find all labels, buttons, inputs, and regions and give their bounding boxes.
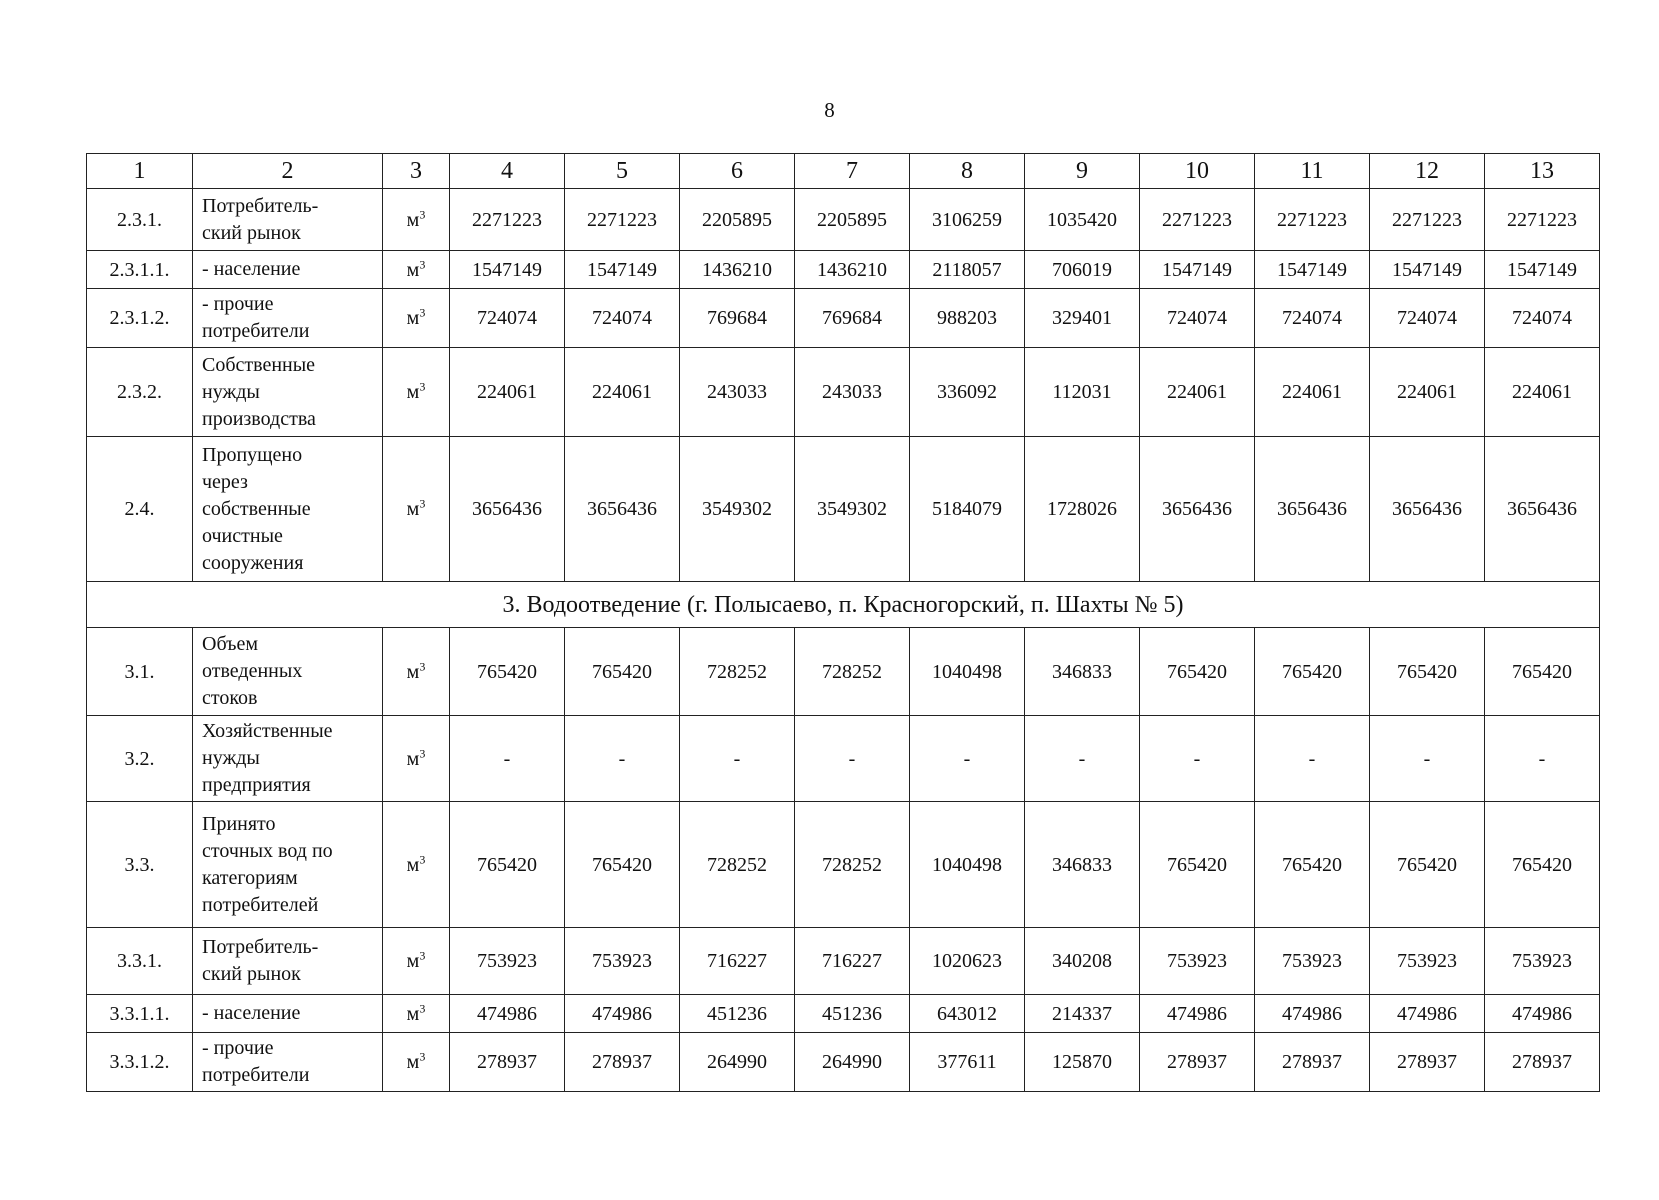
- value-cell: 724074: [1255, 289, 1370, 348]
- unit-superscript: 3: [419, 658, 426, 673]
- value-cell: 474986: [1370, 995, 1485, 1033]
- value-cell: -: [795, 716, 910, 802]
- value-cell: 765420: [450, 628, 565, 716]
- value-cell: 1040498: [910, 802, 1025, 928]
- value-cell: -: [1485, 716, 1600, 802]
- unit-text: м: [406, 747, 420, 770]
- row-number: 2.3.1.2.: [87, 289, 193, 348]
- value-cell: 329401: [1025, 289, 1140, 348]
- value-cell: 2271223: [1140, 189, 1255, 251]
- row-number: 2.3.1.: [87, 189, 193, 251]
- value-cell: 2271223: [565, 189, 680, 251]
- unit-text: м: [406, 208, 420, 231]
- unit-superscript: 3: [419, 948, 426, 963]
- value-cell: 474986: [565, 995, 680, 1033]
- row-name: - прочие потребители: [193, 289, 383, 348]
- unit-text: м: [406, 381, 420, 403]
- unit-cell: [383, 1033, 450, 1092]
- unit-cell: [383, 251, 450, 289]
- unit-text: м: [406, 950, 420, 972]
- unit-cell: [383, 716, 450, 802]
- row-name: Потребитель- ский рынок: [193, 189, 383, 251]
- value-cell: 125870: [1025, 1033, 1140, 1092]
- value-cell: 278937: [565, 1033, 680, 1092]
- value-cell: -: [450, 716, 565, 802]
- value-cell: 3656436: [1255, 437, 1370, 582]
- value-cell: 765420: [1255, 628, 1370, 716]
- table-row: [87, 1033, 1600, 1092]
- value-cell: 3549302: [795, 437, 910, 582]
- value-cell: 264990: [795, 1033, 910, 1092]
- unit-text: м: [406, 1051, 420, 1073]
- value-cell: 1547149: [1140, 251, 1255, 289]
- table-row: [87, 437, 1600, 582]
- unit-cell: [383, 628, 450, 716]
- unit-superscript: 3: [419, 305, 426, 320]
- value-cell: 3549302: [680, 437, 795, 582]
- value-cell: 753923: [1255, 928, 1370, 995]
- row-name: - население: [193, 995, 383, 1033]
- unit-superscript: 3: [419, 496, 426, 511]
- row-number: 3.2.: [87, 716, 193, 802]
- unit-text: м: [406, 307, 420, 329]
- column-header: 12: [1370, 154, 1485, 189]
- value-cell: 474986: [1255, 995, 1370, 1033]
- value-cell: 264990: [680, 1033, 795, 1092]
- value-cell: 706019: [1025, 251, 1140, 289]
- value-cell: 2205895: [795, 189, 910, 251]
- value-cell: 278937: [1140, 1033, 1255, 1092]
- value-cell: -: [1140, 716, 1255, 802]
- value-cell: 224061: [565, 348, 680, 437]
- unit-text: м: [406, 258, 420, 281]
- value-cell: 340208: [1025, 928, 1140, 995]
- row-number: 3.3.: [87, 802, 193, 928]
- value-cell: 1436210: [795, 251, 910, 289]
- value-cell: 224061: [1255, 348, 1370, 437]
- value-cell: -: [1370, 716, 1485, 802]
- value-cell: 765420: [1370, 628, 1485, 716]
- table-row: [87, 716, 1600, 802]
- column-header: 1: [87, 154, 193, 189]
- value-cell: 3656436: [565, 437, 680, 582]
- unit-cell: [383, 802, 450, 928]
- column-header: 7: [795, 154, 910, 189]
- value-cell: 224061: [1140, 348, 1255, 437]
- value-cell: 728252: [680, 628, 795, 716]
- value-cell: 214337: [1025, 995, 1140, 1033]
- row-name: Принято сточных вод по категориям потребителей: [193, 802, 383, 928]
- column-header: 6: [680, 154, 795, 189]
- value-cell: 2271223: [450, 189, 565, 251]
- value-cell: 224061: [450, 348, 565, 437]
- value-cell: 769684: [795, 289, 910, 348]
- data-table: [86, 153, 1600, 1092]
- value-cell: 3656436: [450, 437, 565, 582]
- value-cell: 474986: [1140, 995, 1255, 1033]
- row-name: Объем отведенных стоков: [193, 628, 383, 716]
- table-row: [87, 995, 1600, 1033]
- unit-cell: [383, 348, 450, 437]
- value-cell: -: [910, 716, 1025, 802]
- value-cell: 753923: [450, 928, 565, 995]
- unit-text: м: [406, 498, 420, 520]
- value-cell: 451236: [795, 995, 910, 1033]
- value-cell: 451236: [680, 995, 795, 1033]
- page-number: 8: [824, 98, 835, 122]
- row-name: Собственные нужды производства: [193, 348, 383, 437]
- row-name: Потребитель- ский рынок: [193, 928, 383, 995]
- value-cell: 224061: [1370, 348, 1485, 437]
- row-number: 2.4.: [87, 437, 193, 582]
- value-cell: 278937: [1485, 1033, 1600, 1092]
- row-name: Пропущено через собственные очистные сооружения: [193, 437, 383, 582]
- value-cell: 728252: [680, 802, 795, 928]
- value-cell: 716227: [795, 928, 910, 995]
- header-row: [87, 154, 1600, 189]
- column-header: 9: [1025, 154, 1140, 189]
- value-cell: -: [680, 716, 795, 802]
- column-header: 2: [193, 154, 383, 189]
- value-cell: 769684: [680, 289, 795, 348]
- row-number: 2.3.2.: [87, 348, 193, 437]
- value-cell: 1547149: [1370, 251, 1485, 289]
- value-cell: 474986: [1485, 995, 1600, 1033]
- value-cell: 753923: [1370, 928, 1485, 995]
- value-cell: 112031: [1025, 348, 1140, 437]
- value-cell: 765420: [1485, 628, 1600, 716]
- value-cell: 1040498: [910, 628, 1025, 716]
- value-cell: 765420: [450, 802, 565, 928]
- row-number: 3.3.1.1.: [87, 995, 193, 1033]
- value-cell: 278937: [1255, 1033, 1370, 1092]
- value-cell: 1035420: [1025, 189, 1140, 251]
- unit-superscript: 3: [419, 1049, 426, 1064]
- row-name: - население: [193, 251, 383, 289]
- unit-superscript: 3: [419, 206, 426, 221]
- unit-cell: [383, 995, 450, 1033]
- unit-text: м: [406, 853, 420, 876]
- table-row: [87, 348, 1600, 437]
- value-cell: 2118057: [910, 251, 1025, 289]
- unit-cell: [383, 928, 450, 995]
- unit-superscript: 3: [419, 851, 426, 866]
- value-cell: 1547149: [1485, 251, 1600, 289]
- value-cell: 243033: [680, 348, 795, 437]
- value-cell: 1728026: [1025, 437, 1140, 582]
- column-header: 13: [1485, 154, 1600, 189]
- value-cell: 765420: [1485, 802, 1600, 928]
- value-cell: 377611: [910, 1033, 1025, 1092]
- value-cell: -: [1255, 716, 1370, 802]
- value-cell: 724074: [1485, 289, 1600, 348]
- value-cell: -: [1025, 716, 1140, 802]
- unit-cell: [383, 437, 450, 582]
- value-cell: 988203: [910, 289, 1025, 348]
- row-number: 3.3.1.: [87, 928, 193, 995]
- value-cell: 1547149: [450, 251, 565, 289]
- value-cell: 724074: [450, 289, 565, 348]
- value-cell: 765420: [1255, 802, 1370, 928]
- value-cell: 243033: [795, 348, 910, 437]
- row-name: - прочие потребители: [193, 1033, 383, 1092]
- value-cell: 5184079: [910, 437, 1025, 582]
- section-title: 3. Водоотведение (г. Полысаево, п. Красногорский, п. Шахты № 5): [87, 582, 1600, 628]
- value-cell: 724074: [1370, 289, 1485, 348]
- value-cell: 346833: [1025, 628, 1140, 716]
- value-cell: 765420: [1140, 628, 1255, 716]
- table-row: [87, 251, 1600, 289]
- column-header: 8: [910, 154, 1025, 189]
- unit-superscript: 3: [419, 256, 426, 271]
- value-cell: 765420: [565, 802, 680, 928]
- unit-superscript: 3: [419, 1000, 426, 1015]
- value-cell: 716227: [680, 928, 795, 995]
- unit-cell: [383, 189, 450, 251]
- value-cell: 2271223: [1370, 189, 1485, 251]
- value-cell: 728252: [795, 628, 910, 716]
- table-row: [87, 289, 1600, 348]
- unit-text: м: [406, 1002, 420, 1025]
- table-row: [87, 628, 1600, 716]
- column-header: 10: [1140, 154, 1255, 189]
- value-cell: -: [565, 716, 680, 802]
- unit-cell: [383, 289, 450, 348]
- row-number: 3.1.: [87, 628, 193, 716]
- value-cell: 3106259: [910, 189, 1025, 251]
- value-cell: 3656436: [1370, 437, 1485, 582]
- row-name: Хозяйственные нужды предприятия: [193, 716, 383, 802]
- value-cell: 765420: [1370, 802, 1485, 928]
- table-row: [87, 189, 1600, 251]
- value-cell: 1436210: [680, 251, 795, 289]
- value-cell: 346833: [1025, 802, 1140, 928]
- value-cell: 3656436: [1485, 437, 1600, 582]
- value-cell: 2271223: [1485, 189, 1600, 251]
- value-cell: 1547149: [565, 251, 680, 289]
- section-row: [87, 582, 1600, 628]
- value-cell: 753923: [565, 928, 680, 995]
- unit-superscript: 3: [419, 745, 426, 760]
- row-number: 3.3.1.2.: [87, 1033, 193, 1092]
- table-row: [87, 802, 1600, 928]
- value-cell: 728252: [795, 802, 910, 928]
- value-cell: 724074: [565, 289, 680, 348]
- table-row: [87, 928, 1600, 995]
- value-cell: 753923: [1485, 928, 1600, 995]
- value-cell: 1547149: [1255, 251, 1370, 289]
- value-cell: 278937: [1370, 1033, 1485, 1092]
- unit-superscript: 3: [419, 379, 426, 394]
- value-cell: 474986: [450, 995, 565, 1033]
- value-cell: 3656436: [1140, 437, 1255, 582]
- column-header: 5: [565, 154, 680, 189]
- row-number: 2.3.1.1.: [87, 251, 193, 289]
- value-cell: 753923: [1140, 928, 1255, 995]
- value-cell: 224061: [1485, 348, 1600, 437]
- column-header: 3: [383, 154, 450, 189]
- value-cell: 278937: [450, 1033, 565, 1092]
- column-header: 4: [450, 154, 565, 189]
- value-cell: 724074: [1140, 289, 1255, 348]
- column-header: 11: [1255, 154, 1370, 189]
- value-cell: 643012: [910, 995, 1025, 1033]
- value-cell: 765420: [1140, 802, 1255, 928]
- value-cell: 336092: [910, 348, 1025, 437]
- value-cell: 1020623: [910, 928, 1025, 995]
- unit-text: м: [406, 660, 420, 683]
- value-cell: 2271223: [1255, 189, 1370, 251]
- value-cell: 765420: [565, 628, 680, 716]
- value-cell: 2205895: [680, 189, 795, 251]
